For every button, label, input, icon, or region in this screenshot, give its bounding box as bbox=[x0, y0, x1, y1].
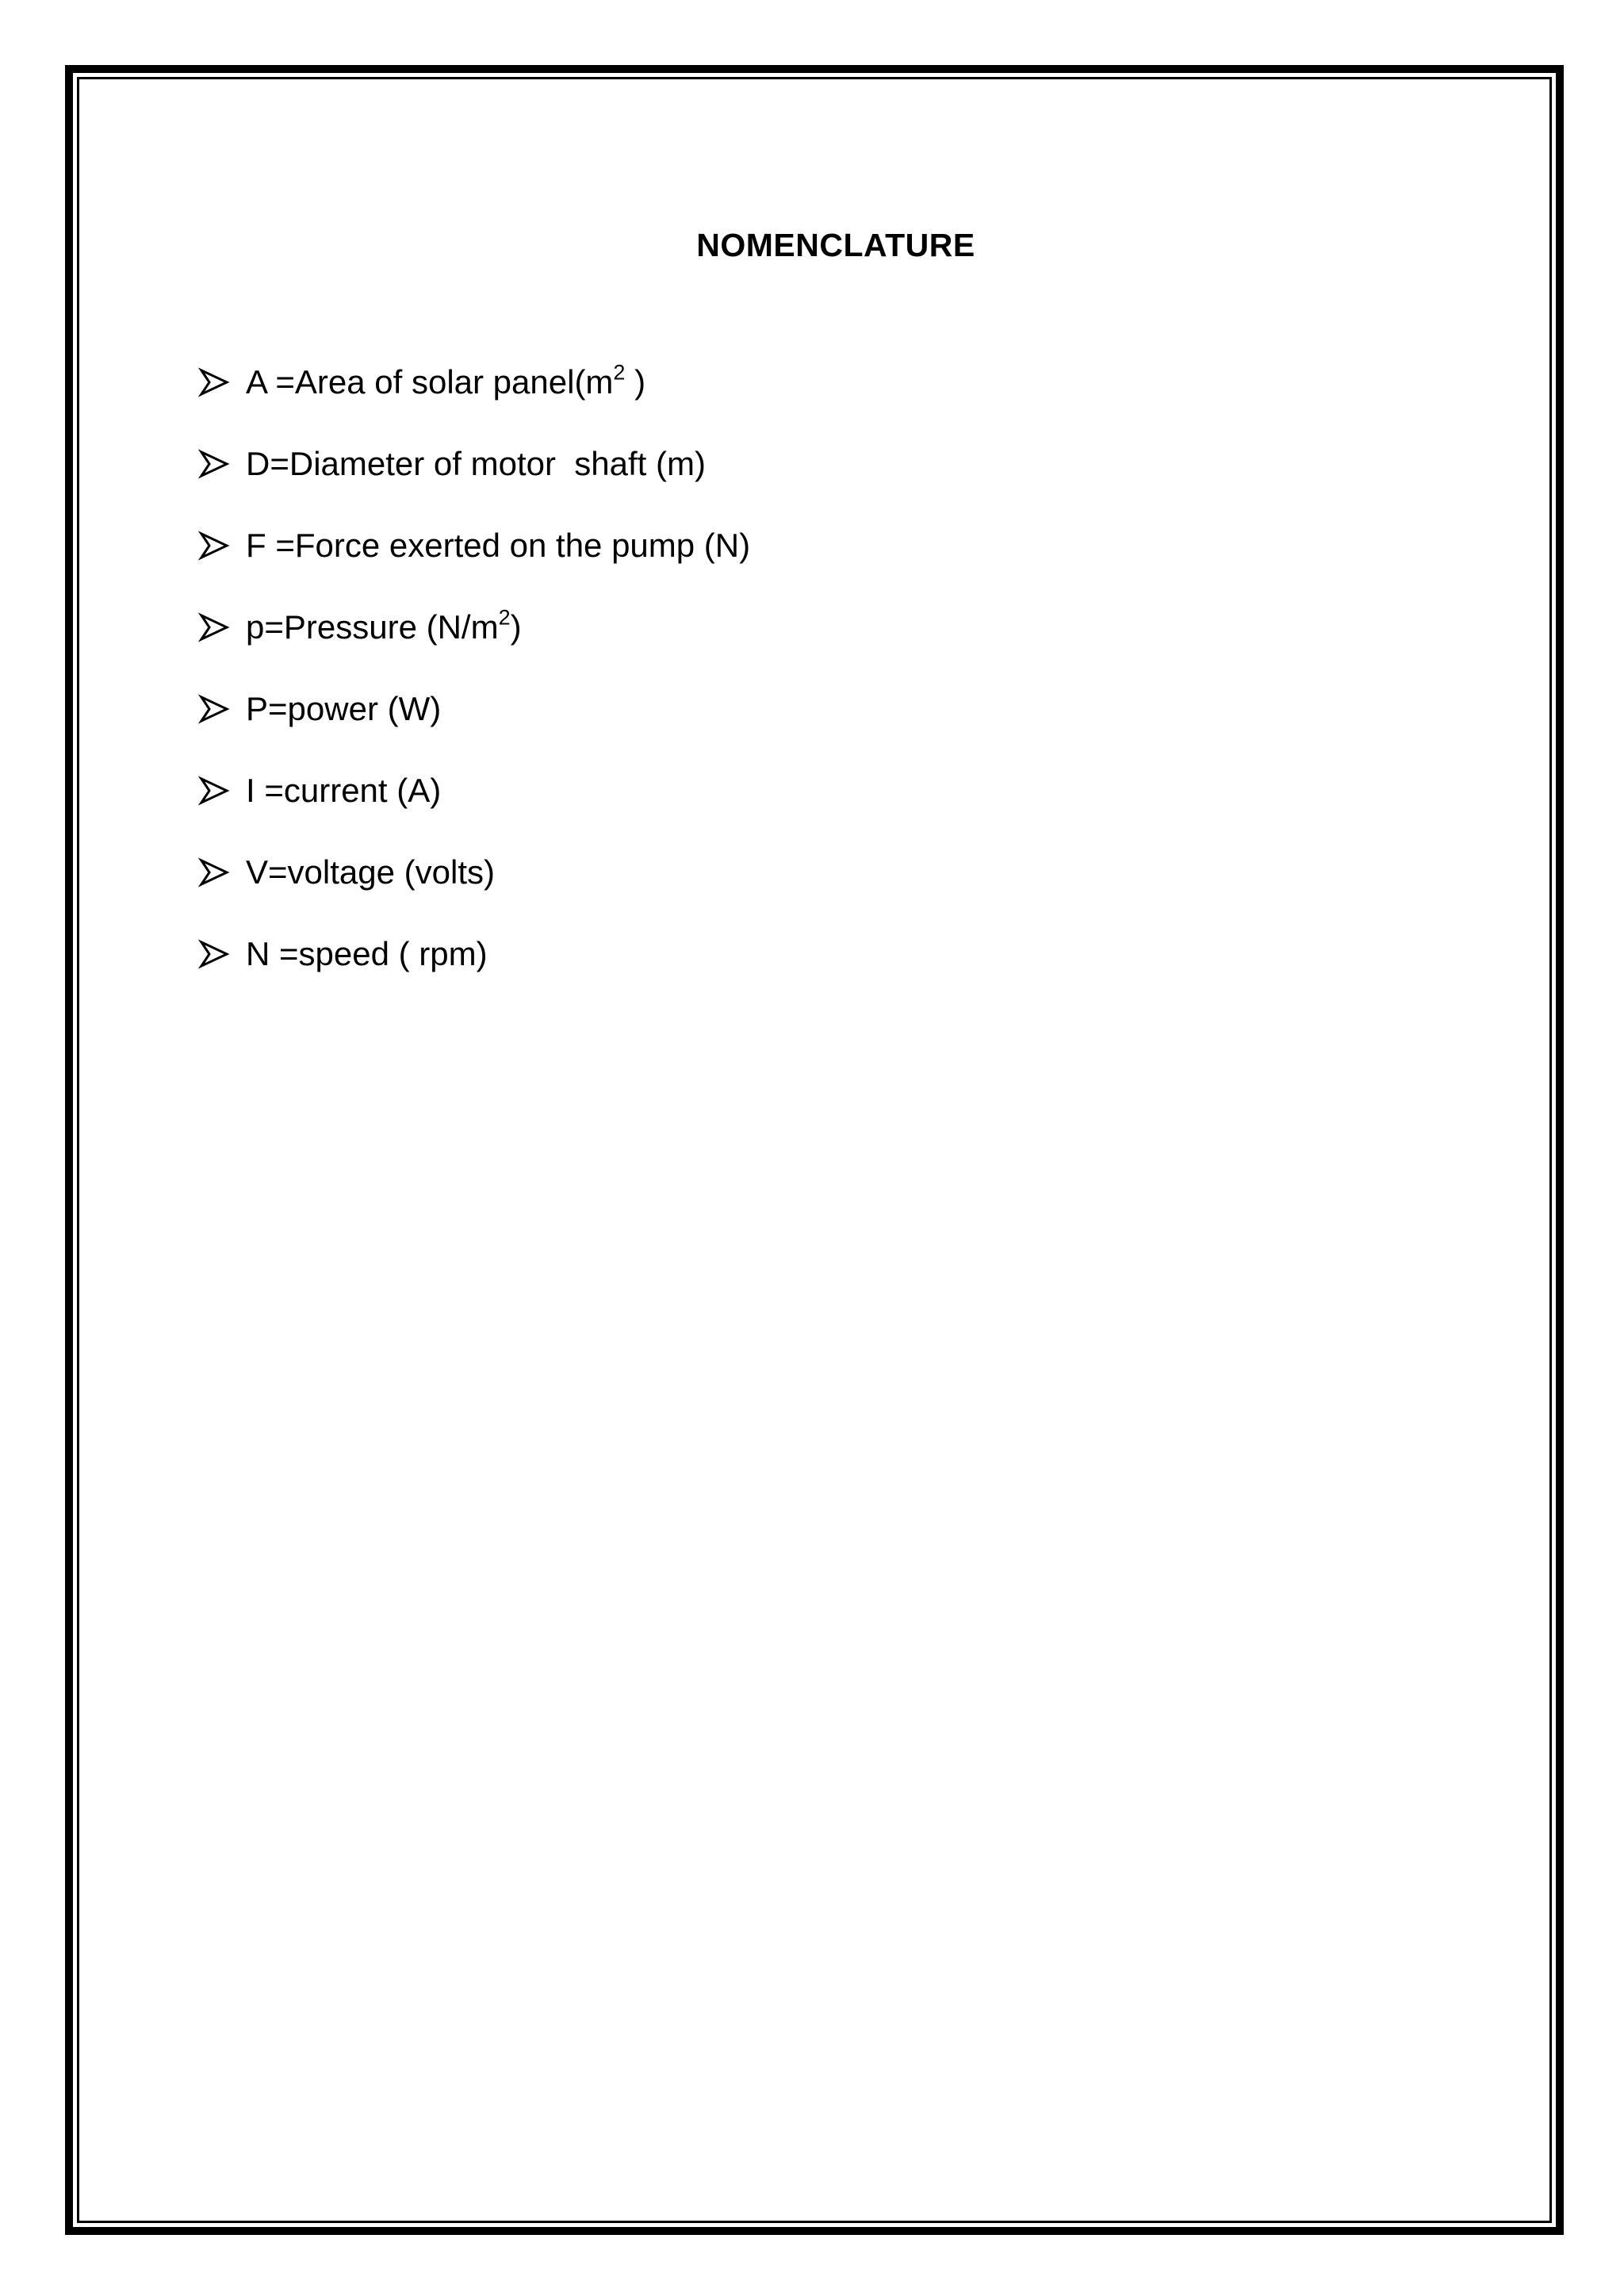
list-item bbox=[198, 668, 750, 749]
list-item bbox=[198, 504, 750, 586]
list-item-text: I =current (A) bbox=[246, 771, 442, 809]
arrowhead-bullet-icon bbox=[198, 857, 230, 888]
arrowhead-bullet-icon bbox=[198, 693, 230, 725]
list-item-text: N =speed ( rpm) bbox=[246, 934, 488, 972]
list-item-text: D=Diameter of motor shaft (m) bbox=[246, 444, 706, 482]
list-item bbox=[198, 913, 750, 995]
list-item bbox=[198, 749, 750, 831]
arrowhead-bullet-icon bbox=[198, 611, 230, 643]
list-item-text: V=voltage (volts) bbox=[246, 853, 495, 891]
arrowhead-bullet-icon bbox=[198, 530, 230, 562]
list-item-text: p=Pressure $(N/m^2)$ bbox=[246, 604, 522, 646]
list-item-text: F =Force exerted on the pump (N) bbox=[246, 526, 751, 564]
arrowhead-bullet-icon bbox=[198, 938, 230, 970]
list-item bbox=[198, 586, 750, 668]
list-item bbox=[198, 423, 750, 504]
nomenclature-list bbox=[198, 341, 750, 995]
list-item-text: P=power (W) bbox=[246, 689, 442, 727]
arrowhead-bullet-icon bbox=[198, 366, 230, 398]
arrowhead-bullet-icon bbox=[198, 448, 230, 480]
arrowhead-bullet-icon bbox=[198, 775, 230, 807]
list-item bbox=[198, 341, 750, 423]
list-item-text: A =Area of solar $panel(m^2$ ) bbox=[246, 359, 646, 401]
list-item bbox=[198, 831, 750, 913]
page-title: NOMENCLATURE bbox=[696, 227, 975, 263]
